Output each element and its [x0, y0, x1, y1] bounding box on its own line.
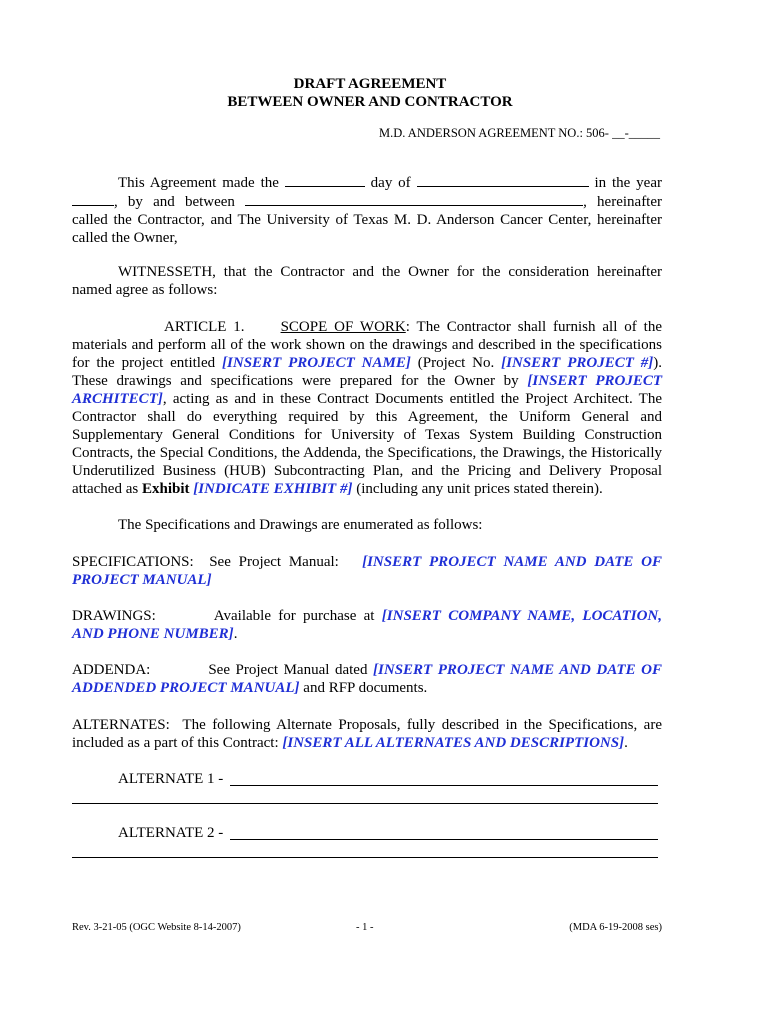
alternates-label: ALTERNATES:: [72, 717, 170, 733]
month-blank[interactable]: [417, 173, 589, 187]
agreement-number: M.D. ANDERSON AGREEMENT NO.: 506- __-_____: [378, 126, 660, 140]
specifications-label: SPECIFICATIONS:: [72, 554, 194, 570]
alternate-1-blank-line-2[interactable]: [72, 803, 658, 804]
insert-project-manual: [INSERT PROJECT NAME AND DATE OF PROJECT MANUAL]: [72, 554, 662, 588]
insert-alternates: [INSERT ALL ALTERNATES AND DESCRIPTIONS]: [282, 735, 625, 751]
intro-paragraph: This Agreement made the day of in the year , by and between , hereinafter called the Contractor, and The University of Texas M. D. Anderson Cancer Center, hereinafter called the Owner,: [72, 175, 663, 246]
insert-project-number: [INSERT PROJECT #]: [501, 355, 654, 371]
exhibit-label: Exhibit: [141, 481, 190, 497]
alternate-1-label: ALTERNATE 1 -: [118, 771, 224, 787]
insert-project-name: [INSERT PROJECT NAME]: [222, 355, 411, 371]
enumerated-line: The Specifications and Drawings are enumerated as follows:: [118, 517, 483, 533]
drawings-paragraph: DRAWINGS: Available for purchase at [INSERT COMPANY NAME, LOCATION, AND PHONE NUMBER].: [72, 608, 663, 642]
footer-page-number: - 1 -: [356, 922, 374, 933]
addenda-paragraph: ADDENDA: See Project Manual dated [INSERT PROJECT NAME AND DATE OF ADDENDED PROJECT MANUAL] and RFP documents.: [72, 662, 662, 696]
alternate-1-blank[interactable]: [230, 785, 658, 786]
alternate-2-blank-line-2[interactable]: [72, 857, 658, 858]
insert-company-info: [INSERT COMPANY NAME, LOCATION, AND PHONE NUMBER]: [72, 608, 663, 642]
alternate-2-blank[interactable]: [230, 839, 658, 840]
addenda-label: ADDENDA:: [72, 662, 151, 678]
article-1-paragraph: ARTICLE 1. SCOPE OF WORK: The Contractor shall furnish all of the materials and perform all of the work shown on the drawings and described in the specifications for the project entitled [INSERT PROJECT NAME] (Project No. [INSERT PROJECT #]). These drawings and specifications were prepared for the Owner by [INSERT PROJECT ARCHITECT], acting as and in these Contract Documents entitled the Project Architect. The Contractor shall do everything required by this Agreement, the Uniform General and Supplementary General Conditions for University of Texas System Building Construction Contracts, the Special Conditions, the Addenda, the Specifications, the Drawings, the Historically Underutilized Business (HUB) Subcontracting Plan, and the Pricing and Delivery Proposal attached as Exhibit [INDICATE EXHIBIT #] (including any unit prices stated therein).: [72, 319, 663, 497]
alternate-2-label: ALTERNATE 2 -: [118, 825, 224, 841]
article-1-label: ARTICLE 1.: [164, 319, 245, 335]
footer-mda-code: (MDA 6-19-2008 ses): [569, 922, 662, 933]
alternates-paragraph: ALTERNATES: The following Alternate Proposals, fully described in the Specifications, are included as a part of this Contract: [INSERT ALL ALTERNATES AND DESCRIPTIONS].: [72, 717, 662, 751]
witnesseth-paragraph: WITNESSETH, that the Contractor and the Owner for the consideration hereinafter named agree as follows:: [72, 264, 662, 298]
footer-revision: Rev. 3-21-05 (OGC Website 8-14-2007): [72, 922, 241, 933]
insert-project-architect: [INSERT PROJECT ARCHITECT]: [72, 373, 662, 407]
year-blank[interactable]: [72, 192, 114, 206]
document-title-line-2: BETWEEN OWNER AND CONTRACTOR: [227, 94, 513, 110]
contractor-name-blank[interactable]: [245, 192, 583, 206]
drawings-label: DRAWINGS:: [72, 608, 156, 624]
specifications-paragraph: SPECIFICATIONS: See Project Manual: [INSERT PROJECT NAME AND DATE OF PROJECT MANUAL]: [72, 554, 662, 588]
insert-addended-manual: [INSERT PROJECT NAME AND DATE OF ADDENDED PROJECT MANUAL]: [72, 662, 662, 696]
document-title-line-1: DRAFT AGREEMENT: [293, 76, 447, 92]
day-blank[interactable]: [285, 173, 365, 187]
scope-of-work-heading: SCOPE OF WORK: [280, 319, 406, 335]
insert-exhibit-number: [INDICATE EXHIBIT #]: [193, 481, 353, 497]
